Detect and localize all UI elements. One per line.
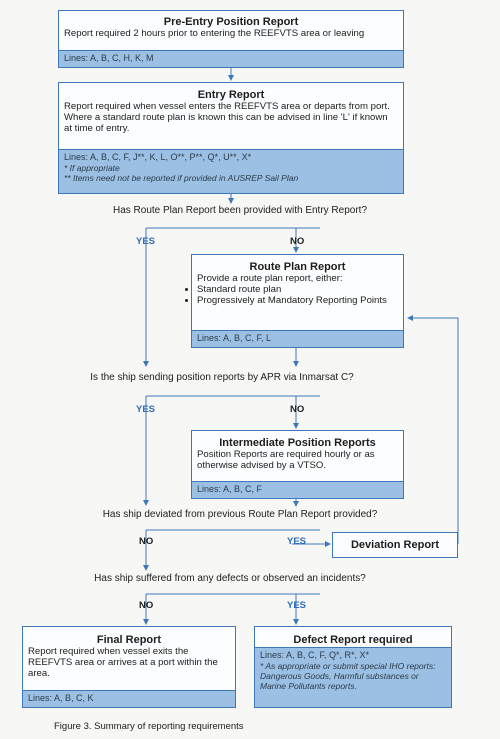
intermediate-title: Intermediate Position Reports xyxy=(219,437,376,449)
route-plan-bullet: • Standard route plan xyxy=(197,284,398,295)
pre-entry-text: Report required 2 hours prior to entering the REEFVTS area or leaving xyxy=(64,28,365,39)
final-lines: Lines: A, B, C, K xyxy=(23,690,235,707)
defect-lines: Lines: A, B, C, F, Q*, R*, X* xyxy=(260,650,370,660)
route-plan-text: Provide a route plan report, either: xyxy=(197,273,343,284)
final-title: Final Report xyxy=(96,634,162,646)
deviation-title: Deviation Report xyxy=(350,539,439,551)
question-apr-inmarsat: Is the ship sending position reports by APR via Inmarsat C? xyxy=(90,372,354,383)
defect-report-box xyxy=(254,626,452,708)
entry-title: Entry Report xyxy=(197,89,265,101)
final-text: Report required when vessel exits the REEFVTS area or arrives at a port within the area. xyxy=(28,646,218,679)
intermediate-lines: Lines: A, B, C, F xyxy=(192,481,403,498)
q4-no-label: NO xyxy=(139,600,154,611)
route-plan-lines: Lines: A, B, C, F, L xyxy=(192,330,403,347)
intermediate-position-reports-box xyxy=(191,430,404,499)
entry-text-2: Where a standard route plan is known this can be advised in line 'L' if known at time of entry. xyxy=(64,112,388,134)
figure-caption: Figure 3. Summary of reporting requirements xyxy=(54,721,244,732)
arrow-deviation-loop xyxy=(408,318,458,544)
deviation-report-box xyxy=(332,532,458,558)
entry-report-box xyxy=(58,82,404,194)
route-plan-title: Route Plan Report xyxy=(249,261,346,273)
route-plan-report-box xyxy=(191,254,404,348)
defect-note: * As appropriate or submit special IHO reports: Dangerous Goods, Harmful substances or Marine Pollutants reports. xyxy=(260,661,436,691)
q3-yes-label: YES xyxy=(287,536,307,547)
pre-entry-lines: Lines: A, B, C, H, K, M xyxy=(59,50,403,67)
q1-yes-label: YES xyxy=(136,236,156,247)
question-route-plan-provided: Has Route Plan Report been provided with Entry Report? xyxy=(112,205,368,216)
pre-entry-title: Pre-Entry Position Report xyxy=(163,16,299,28)
intermediate-text: Position Reports are required hourly or as otherwise advised by a VTSO. xyxy=(197,449,375,471)
route-plan-bullets xyxy=(192,284,403,306)
q4-yes-label: YES xyxy=(287,600,307,611)
entry-lines-section xyxy=(59,149,403,193)
question-ship-deviated: Has ship deviated from previous Route Plan Report provided? xyxy=(102,509,378,520)
pre-entry-report-box xyxy=(58,10,404,68)
final-report-box xyxy=(22,626,236,708)
entry-note-1: * If appropriate xyxy=(64,163,120,173)
entry-text-1: Report required when vessel enters the REEFVTS area or departs from port. xyxy=(64,101,390,112)
q2-no-label: NO xyxy=(290,404,305,415)
question-defects-incidents: Has ship suffered from any defects or observed an incidents? xyxy=(94,573,366,584)
q2-yes-label: YES xyxy=(136,404,156,415)
q3-no-label: NO xyxy=(139,536,154,547)
entry-note-2: ** Items need not be reported if provided in AUSREP Sail Plan xyxy=(64,173,299,183)
defect-title: Defect Report required xyxy=(293,634,413,646)
defect-lines-section xyxy=(255,647,451,707)
q1-no-label: NO xyxy=(290,236,305,247)
entry-lines: Lines: A, B, C, F, J**, K, L, O**, P**, Q*, U**, X* xyxy=(64,152,252,162)
route-plan-bullet: • Progressively at Mandatory Reporting Points xyxy=(197,295,398,306)
